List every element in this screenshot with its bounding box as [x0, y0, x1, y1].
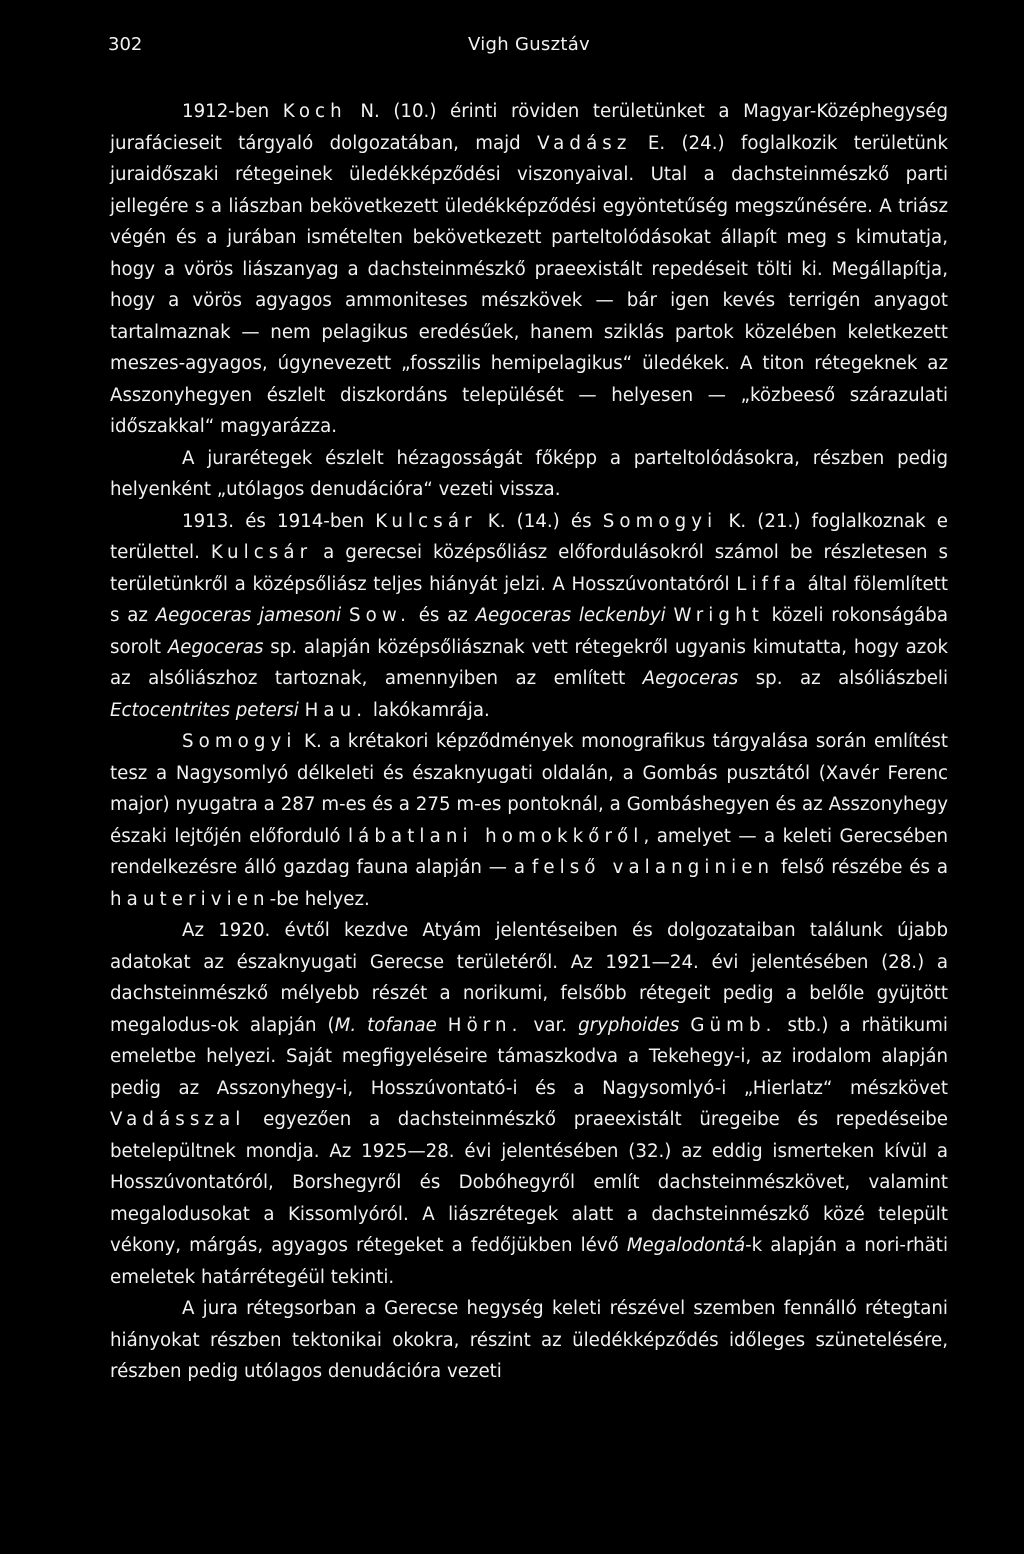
text-run: közeli rokonságába sorolt	[110, 605, 948, 658]
spaced-name: Vadász	[537, 132, 632, 154]
spaced-name: felső valanginien	[531, 857, 775, 878]
text-run: var.	[522, 1014, 579, 1036]
running-head-author: Vigh Gusztáv	[468, 34, 590, 55]
text-run: 1912-ben	[182, 101, 283, 122]
text-run: sp. az alsóliászbeli	[738, 668, 948, 689]
text-run: által fölemlített s az	[110, 573, 948, 626]
text-run	[679, 1015, 690, 1036]
text-run: sp. alapján középsőliásznak vett rétegekről ugyanis kimutatta, hogy azok az alsóliászhoz tartoznak, amennyiben az említett	[110, 636, 948, 689]
text-run	[437, 1015, 448, 1036]
italic-text: Aegoceras leckenbyi	[475, 605, 666, 626]
text-run: a gerecsei középsőliász előfordulásokról számol be részletesen s területünkről a középsőliász teljes hiányát jelzi. A Hosszúvontatóról	[110, 542, 949, 595]
text-run: egyezően a dachsteinmészkő praeexistált üregeibe és repedéseibe betelepültnek mondja. Az 1925—28. évi jelentésében (32.) az eddig ismerteken kívül a Hosszúvontatóról, Borshegyről és Dobóhegyről említ dachsteinmészkövet, valamint megalodusokat a Kissomlyóról. A liászrétegek alatt a dachsteinmészkő közé települt vékony, márgás, agyagos rétegeket a fedőjükben lévő	[110, 1109, 948, 1256]
text-run: , amelyet — a keleti Gerecsében rendelkezésre álló gazdag fauna alapján — a	[110, 825, 949, 878]
spaced-name: Gümb.	[690, 1014, 777, 1036]
text-run: lakókamrája.	[367, 699, 490, 721]
text-run: és az	[411, 605, 476, 626]
italic-text: Aegoceras	[642, 668, 739, 689]
body-text	[110, 96, 948, 1388]
paragraph	[110, 506, 948, 727]
text-run: A jura rétegsorban a Gerecse hegység keleti részével szemben fennálló rétegtani hiányokat részben tektonikai okokra, részint az üledékképződés időleges szünetelésére, részben pedig utólagos denudációra vezeti	[110, 1298, 948, 1382]
spaced-name: Somogyi	[602, 510, 718, 532]
spaced-name: hauterivien	[110, 888, 270, 910]
italic-text: Aegoceras jamesoni	[155, 605, 342, 626]
text-run: 1913. és 1914-ben	[182, 510, 376, 532]
paragraph	[110, 726, 948, 915]
paragraph	[110, 1293, 948, 1388]
text-run: N. (10.) érinti röviden területünket a Magyar-Középhegység jurafácieseit tárgyaló dolgozatában, majd	[110, 101, 948, 154]
spaced-name: Hau.	[304, 699, 368, 721]
text-run: K. a krétakori képződmények monografikus tárgyalása során említést tesz a Nagysomlyó délkeleti és északnyugati oldalán, a Gombás pusztától (Xavér Ferenc major) nyugatra a 287 m-es és a 275 m-es pontoknál, a Gombáshegyen és az Asszonyhegy északi lejtőjén előforduló	[110, 731, 948, 847]
paragraph	[110, 96, 948, 443]
spaced-name: Liffa	[736, 573, 801, 595]
paragraph	[110, 443, 948, 506]
spaced-name: Kulcsár	[210, 542, 313, 563]
text-run: K. (21.) foglalkoznak e területtel.	[110, 510, 948, 563]
page-number: 302	[108, 34, 143, 55]
italic-text: M. tofanae	[334, 1014, 437, 1036]
spaced-name: Hörn.	[447, 1014, 523, 1036]
spaced-name: Sow.	[348, 605, 412, 626]
spaced-name: Kulcsár	[375, 510, 477, 532]
text-run: Az 1920. évtől kezdve Atyám jelentéseiben és dolgozataiban találunk újabb adatokat az északnyugati Gerecse területéről. Az 1921—24. évi jelentésében (28.) a dachsteinmészkő mélyebb részét a norikumi, felsőbb rétegeit pedig a belőle gyüjtött megalodus-ok alapján (	[110, 920, 948, 1036]
italic-text: gryphoides	[578, 1014, 680, 1036]
italic-text: Megalodontá	[626, 1235, 746, 1256]
spaced-name: Somogyi	[182, 731, 297, 752]
page-header	[108, 34, 984, 62]
spaced-name: lábatlani homokkőről	[347, 825, 644, 847]
paragraph	[110, 915, 948, 1293]
italic-text: Aegoceras	[167, 636, 264, 658]
italic-text: Ectocentrites petersi	[110, 699, 299, 721]
text-run: K. (14.) és	[476, 510, 603, 532]
text-run: -be helyez.	[269, 888, 370, 910]
spaced-name: Wright	[673, 605, 764, 626]
text-run: E. (24.) foglalkozik területünk juraidőszaki rétegeinek üledékképződési viszonyaival. Utal a dachsteinmészkő parti jellegére s a liászban bekövetkezett üledékképződési egyöntetűség megszűnésére. A triász végén és a jurában ismételten bekövetkezett parteltolódásokat állapít meg s kimutatja, hogy a vörös liászanyag a dachsteinmészkő praeexistált repedéseit tölti ki. Megállapítja, hogy a vörös agyagos ammoniteses mészkövek — bár igen kevés terrigén anyagot tartalmaznak — nem pelagikus eredésűek, hanem sziklás partok közelében keletkezett meszes-agyagos, úgynevezett „fosszilis hemipelagikus“ üledékek. A titon rétegeknek az Asszonyhegyen észlelt diszkordáns települését — helyesen — „közbeeső szárazulati időszakkal“ magyarázza.	[110, 132, 948, 437]
text-run: -k alapján a nori-rhäti emeletek határrétegéül tekinti.	[110, 1235, 948, 1288]
spaced-name: Vadásszal	[110, 1109, 246, 1130]
text-run: A jurarétegek észlelt hézagosságát főképp a parteltolódásokra, részben pedig helyenként „utólagos denudációra“ vezeti vissza.	[110, 447, 948, 500]
text-run: stb.) a rhätikumi emeletbe helyezi. Saját megfigyeléseire támaszkodva a Tekehegy-i, az irodalom alapján pedig az Asszonyhegy-i, Hosszúvontató-i és a Nagysomlyó-i „Hierlatz“ mészkövet	[110, 1014, 948, 1099]
spaced-name: Koch	[282, 101, 347, 122]
text-run	[341, 605, 349, 626]
text-run: felső részébe és a	[774, 857, 948, 878]
